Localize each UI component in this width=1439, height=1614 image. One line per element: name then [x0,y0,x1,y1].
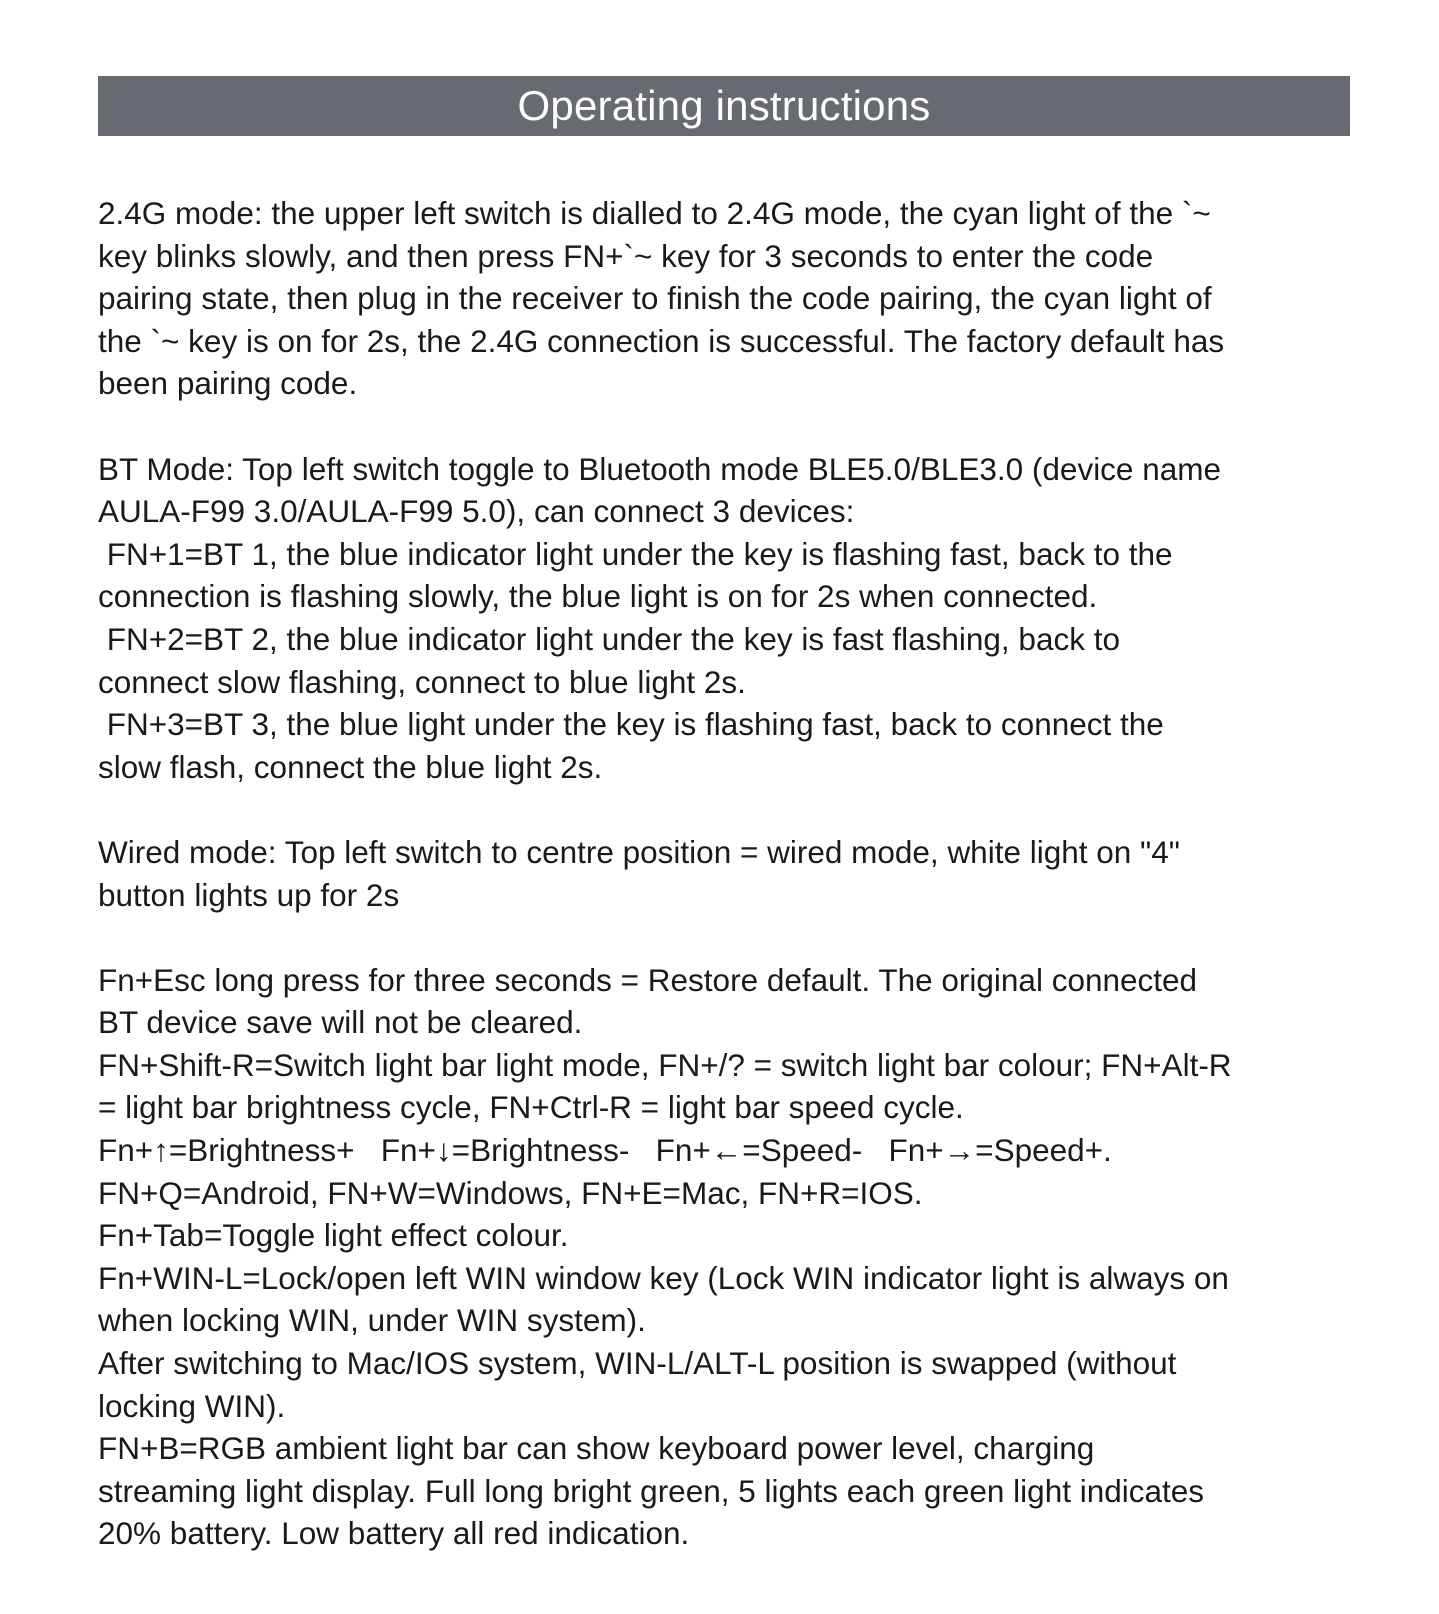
section-gap [98,405,1398,448]
instruction-line: connect slow flashing, connect to blue light 2s. [98,663,746,700]
instruction-line: FN+B=RGB ambient light bar can show keyboard power level, charging [98,1430,1095,1467]
instructions-body [98,192,1398,1555]
instruction-line: Fn+↑=Brightness+ Fn+↓=Brightness- Fn+←=Speed- Fn+→=Speed+. [98,1132,1112,1169]
instruction-line: when locking WIN, under WIN system). [98,1302,646,1339]
instruction-section [98,192,1398,405]
instruction-line: FN+3=BT 3, the blue light under the key is flashing fast, back to connect the [98,706,1164,743]
instruction-line: FN+2=BT 2, the blue indicator light under the key is fast flashing, back to [98,620,1120,657]
instruction-line: Fn+Tab=Toggle light effect colour. [98,1217,569,1254]
instruction-line: 20% battery. Low battery all red indication. [98,1515,690,1552]
section-gap [98,916,1398,959]
instruction-line: FN+Shift-R=Switch light bar light mode, FN+/? = switch light bar colour; FN+Alt-R [98,1046,1232,1083]
instruction-line: Wired mode: Top left switch to centre position = wired mode, white light on "4" [98,833,1180,870]
instruction-line: = light bar brightness cycle, FN+Ctrl-R = light bar speed cycle. [98,1089,964,1126]
instruction-line: locking WIN). [98,1387,286,1424]
instruction-line: pairing state, then plug in the receiver to finish the code pairing, the cyan light of [98,280,1212,317]
instruction-line: BT device save will not be cleared. [98,1004,583,1041]
instruction-line: Fn+Esc long press for three seconds = Restore default. The original connected [98,961,1198,998]
instruction-section [98,448,1398,789]
instruction-line: BT Mode: Top left switch toggle to Bluetooth mode BLE5.0/BLE3.0 (device name [98,450,1222,487]
instruction-line: button lights up for 2s [98,876,400,913]
instruction-line: AULA-F99 3.0/AULA-F99 5.0), can connect 3 devices: [98,493,855,530]
instruction-line: FN+Q=Android, FN+W=Windows, FN+E=Mac, FN+R=IOS. [98,1174,923,1211]
instruction-line: FN+1=BT 1, the blue indicator light under the key is flashing fast, back to the [98,535,1173,572]
page-title: Operating instructions [517,82,931,129]
instruction-line: key blinks slowly, and then press FN+`~ key for 3 seconds to enter the code [98,237,1154,274]
section-gap [98,788,1398,831]
instruction-section [98,831,1398,916]
instruction-line: Fn+WIN-L=Lock/open left WIN window key (Lock WIN indicator light is always on [98,1259,1229,1296]
instruction-line: slow flash, connect the blue light 2s. [98,748,603,785]
instruction-line: After switching to Mac/IOS system, WIN-L/ALT-L position is swapped (without [98,1345,1177,1382]
title-bar [98,76,1350,136]
instruction-section [98,959,1398,1555]
instruction-line: the `~ key is on for 2s, the 2.4G connection is successful. The factory default has [98,322,1225,359]
instruction-line: streaming light display. Full long bright green, 5 lights each green light indicates [98,1472,1205,1509]
instruction-line: been pairing code. [98,365,358,402]
instruction-line: connection is flashing slowly, the blue light is on for 2s when connected. [98,578,1098,615]
instruction-line: 2.4G mode: the upper left switch is dialled to 2.4G mode, the cyan light of the `~ [98,195,1211,231]
